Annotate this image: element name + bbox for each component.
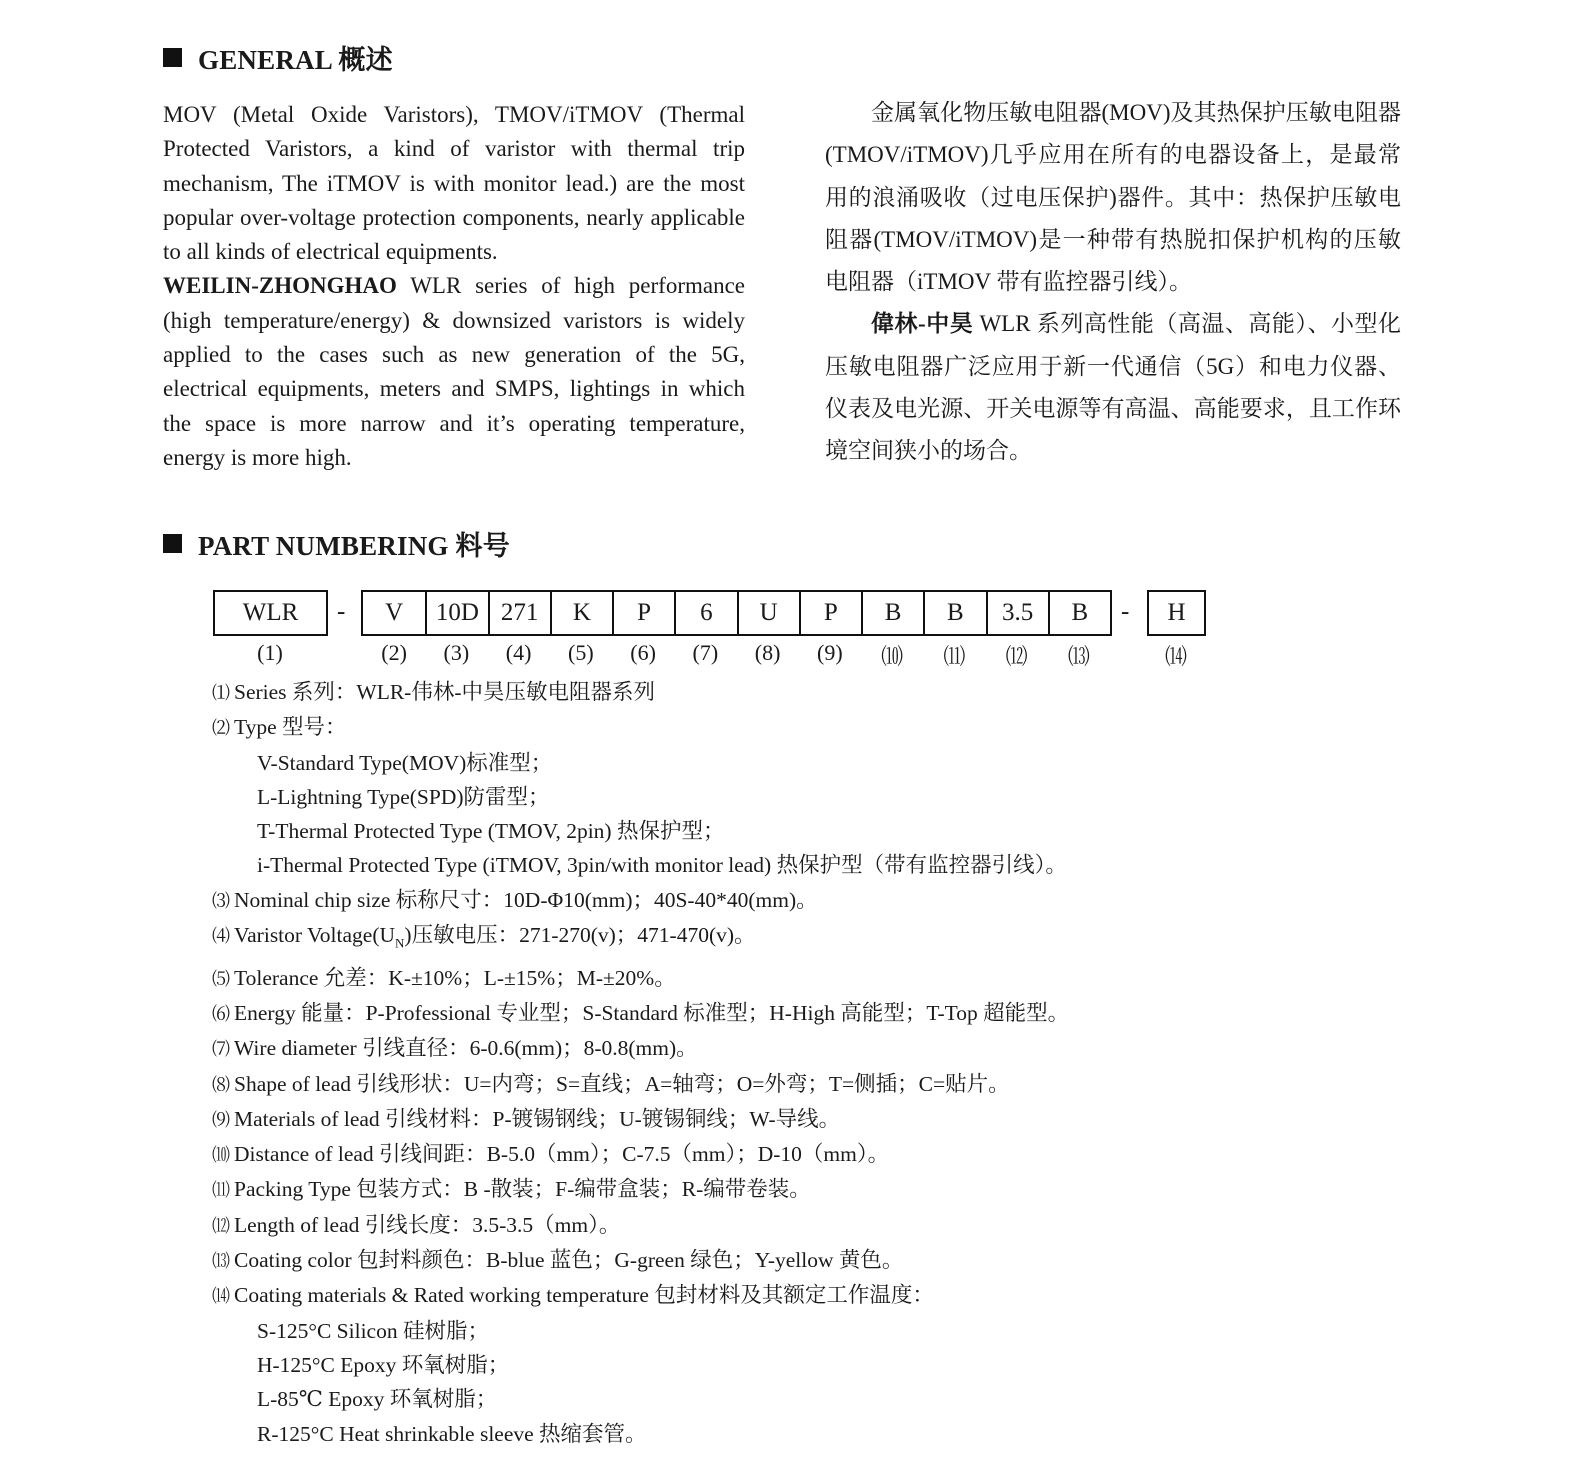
part-number-diagram — [213, 590, 1213, 636]
item-text: Materials of lead 引线材料：P-镀锡钢线；U-镀锡铜线；W-导线。 — [234, 1106, 841, 1131]
square-bullet-icon — [163, 48, 182, 67]
brand-name-en: WEILIN-ZHONGHAO — [163, 273, 397, 299]
code-cell: P — [799, 592, 861, 634]
definition-item — [212, 918, 1069, 961]
definition-item — [212, 883, 1069, 918]
item-text: Coating materials & Rated working temperature 包封材料及其额定工作温度： — [234, 1283, 934, 1308]
subscript: N — [395, 935, 405, 951]
item-number: ⑼ — [212, 1109, 230, 1130]
code-cell: 6 — [674, 592, 736, 634]
item-text: Varistor Voltage(U — [234, 923, 396, 948]
code-cell: B — [861, 592, 923, 634]
brand-name-cn: 偉林-中昊 — [871, 311, 974, 337]
definition-item — [212, 1031, 1069, 1066]
definition-item — [212, 1243, 1069, 1278]
index-label: (5) — [568, 640, 594, 665]
item-text: Type 型号： — [234, 715, 347, 740]
index-label: (6) — [630, 640, 656, 665]
definition-item — [212, 996, 1069, 1031]
code-cell: V — [385, 599, 404, 626]
dash-separator: - — [1121, 598, 1130, 625]
general-cn-paragraph-2-text: WLR 系列高性能（高温、高能）、小型化压敏电阻器广泛应用于新一代通信（5G）和电力仪器、仪表及电光源、开关电源等有高温、高能要求，且工作环境空间狭小的场合。 — [825, 311, 1401, 464]
item-text: Tolerance 允差：K-±10%；L-±15%；M-±20%。 — [234, 965, 676, 990]
definition-item — [212, 710, 1069, 745]
item-number: ⑶ — [212, 890, 230, 911]
general-cn-paragraph-2 — [825, 303, 1401, 472]
general-chinese-text — [825, 92, 1401, 473]
general-en-paragraph-2-text: WLR series of high performance (high temperature/energy) & downsized varistors is widely applied to the cases such as new generation of the 5G, electrical equipments, meters and SMPS, lightings in which the space is more narrow and it’s operating temperature, energy is more high. — [163, 273, 745, 470]
definition-subitem: T-Thermal Protected Type (TMOV, 2pin) 热保护型； — [257, 819, 725, 844]
code-boxes — [361, 590, 1112, 636]
item-text: Shape of lead 引线形状：U=内弯；S=直线；A=轴弯；O=外弯；T=侧插；C=贴片。 — [234, 1071, 1010, 1096]
general-title: GENERAL 概述 — [198, 45, 393, 75]
item-text: Energy 能量：P-Professional 专业型；S-Standard 标准型；H-High 高能型；T-Top 超能型。 — [234, 1000, 1070, 1025]
item-number: ⑷ — [212, 926, 230, 947]
item-text: Length of lead 引线长度：3.5-3.5（mm）。 — [234, 1212, 621, 1237]
definition-subitem: L-85℃ Epoxy 环氧树脂； — [257, 1387, 498, 1412]
item-number: ⑺ — [212, 1039, 230, 1060]
part-numbering-heading — [163, 524, 510, 563]
part-number-definitions — [212, 675, 1069, 1451]
definition-item — [212, 1208, 1069, 1243]
definition-subitem: L-Lightning Type(SPD)防雷型； — [257, 784, 550, 809]
index-label: ⑽ — [881, 644, 904, 669]
item-number: ⑸ — [212, 968, 230, 989]
index-label: (7) — [692, 640, 719, 665]
code-cell: B — [1048, 592, 1110, 634]
item-number: ⑴ — [212, 683, 230, 703]
general-english-text — [163, 98, 745, 475]
item-text: Nominal chip size 标称尺寸：10D-Φ10(mm)；40S-40*40(mm)。 — [234, 887, 818, 912]
definition-item — [212, 961, 1069, 996]
index-label: (4) — [505, 640, 532, 665]
index-label: ⑿ — [1005, 644, 1028, 669]
square-bullet-icon — [163, 534, 182, 553]
code-cell: K — [550, 592, 612, 634]
code-cell: 3.5 — [986, 592, 1048, 634]
code-cell: 271 — [488, 592, 550, 634]
definition-subitem: H-125°C Epoxy 环氧树脂； — [257, 1352, 510, 1377]
part-numbering-title: PART NUMBERING 料号 — [198, 531, 510, 561]
item-text: Wire diameter 引线直径：6-0.6(mm)；8-0.8(mm)。 — [234, 1036, 698, 1061]
definition-item — [212, 1278, 1069, 1313]
definition-item — [212, 1137, 1069, 1172]
index-label: (3) — [443, 640, 470, 665]
general-en-paragraph-1: MOV (Metal Oxide Varistors), TMOV/iTMOV (Thermal Protected Varistors, a kind of varistor with thermal trip mechanism, The iTMOV is with monitor lead.) are the most popular over-voltage protection components, nearly applicable to all kinds of electrical equipments. — [163, 102, 745, 265]
definition-subitem: R-125°C Heat shrinkable sleeve 热缩套管。 — [257, 1421, 647, 1446]
item-text: )压敏电压：271-270(v)；471-470(v)。 — [404, 923, 756, 948]
index-label: ⒁ — [1164, 644, 1188, 669]
definition-item — [212, 1172, 1069, 1207]
general-cn-paragraph-1: 金属氧化物压敏电阻器(MOV)及其热保护压敏电阻器(TMOV/iTMOV)几乎应用在所有的电器设备上，是最常用的浪涌吸收（过电压保护)器件。其中：热保护压敏电阻器(TMOV/iTMOV)是一种带有热脱扣保护机构的压敏电阻器（iTMOV 带有监控器引线）。 — [825, 100, 1401, 295]
index-label: (9) — [817, 640, 843, 665]
item-text: Distance of lead 引线间距：B-5.0（mm）；C-7.5（mm）；D-10（mm）。 — [234, 1142, 890, 1167]
item-number: ⑾ — [212, 1180, 230, 1201]
index-label: (8) — [754, 640, 781, 665]
definition-subitem: V-Standard Type(MOV)标准型； — [257, 750, 553, 775]
code-cell: B — [923, 592, 985, 634]
item-text: Packing Type 包装方式：B -散装；F-编带盒装；R-编带卷装。 — [234, 1177, 811, 1202]
index-label: (1) — [257, 640, 283, 665]
series-code: WLR — [242, 599, 299, 626]
index-label: ⑾ — [943, 644, 966, 669]
item-number: ⑵ — [212, 718, 230, 739]
item-number: ⑿ — [212, 1215, 230, 1236]
series-box — [213, 590, 328, 636]
item-text: Coating color 包封料颜色：B-blue 蓝色；G-green 绿色；Y-yellow 黄色。 — [234, 1248, 904, 1273]
suffix-box — [1147, 590, 1206, 636]
definition-item — [212, 1067, 1069, 1102]
item-number: ⑽ — [212, 1145, 230, 1166]
definition-item — [212, 1102, 1069, 1137]
general-heading — [163, 38, 393, 77]
item-text: Series 系列：WLR-伟林-中昊压敏电阻器系列 — [234, 680, 656, 704]
definition-item — [212, 675, 1069, 710]
suffix-code: H — [1167, 599, 1186, 626]
dash-separator: - — [337, 598, 346, 625]
definition-subitem: S-125°C Silicon 硅树脂； — [257, 1318, 489, 1343]
code-cell: U — [737, 592, 799, 634]
item-number: ⑹ — [212, 1003, 230, 1024]
code-cell: P — [612, 592, 674, 634]
definition-subitem: i-Thermal Protected Type (iTMOV, 3pin/with monitor lead) 热保护型（带有监控器引线）。 — [257, 853, 1067, 878]
item-number: ⑻ — [212, 1074, 230, 1095]
general-en-paragraph-2 — [163, 269, 745, 475]
index-label: (2) — [381, 640, 407, 665]
item-number: ⒀ — [212, 1251, 230, 1272]
item-number: ⒁ — [212, 1286, 230, 1307]
index-label: ⒀ — [1067, 644, 1090, 669]
code-cell: 10D — [425, 592, 487, 634]
